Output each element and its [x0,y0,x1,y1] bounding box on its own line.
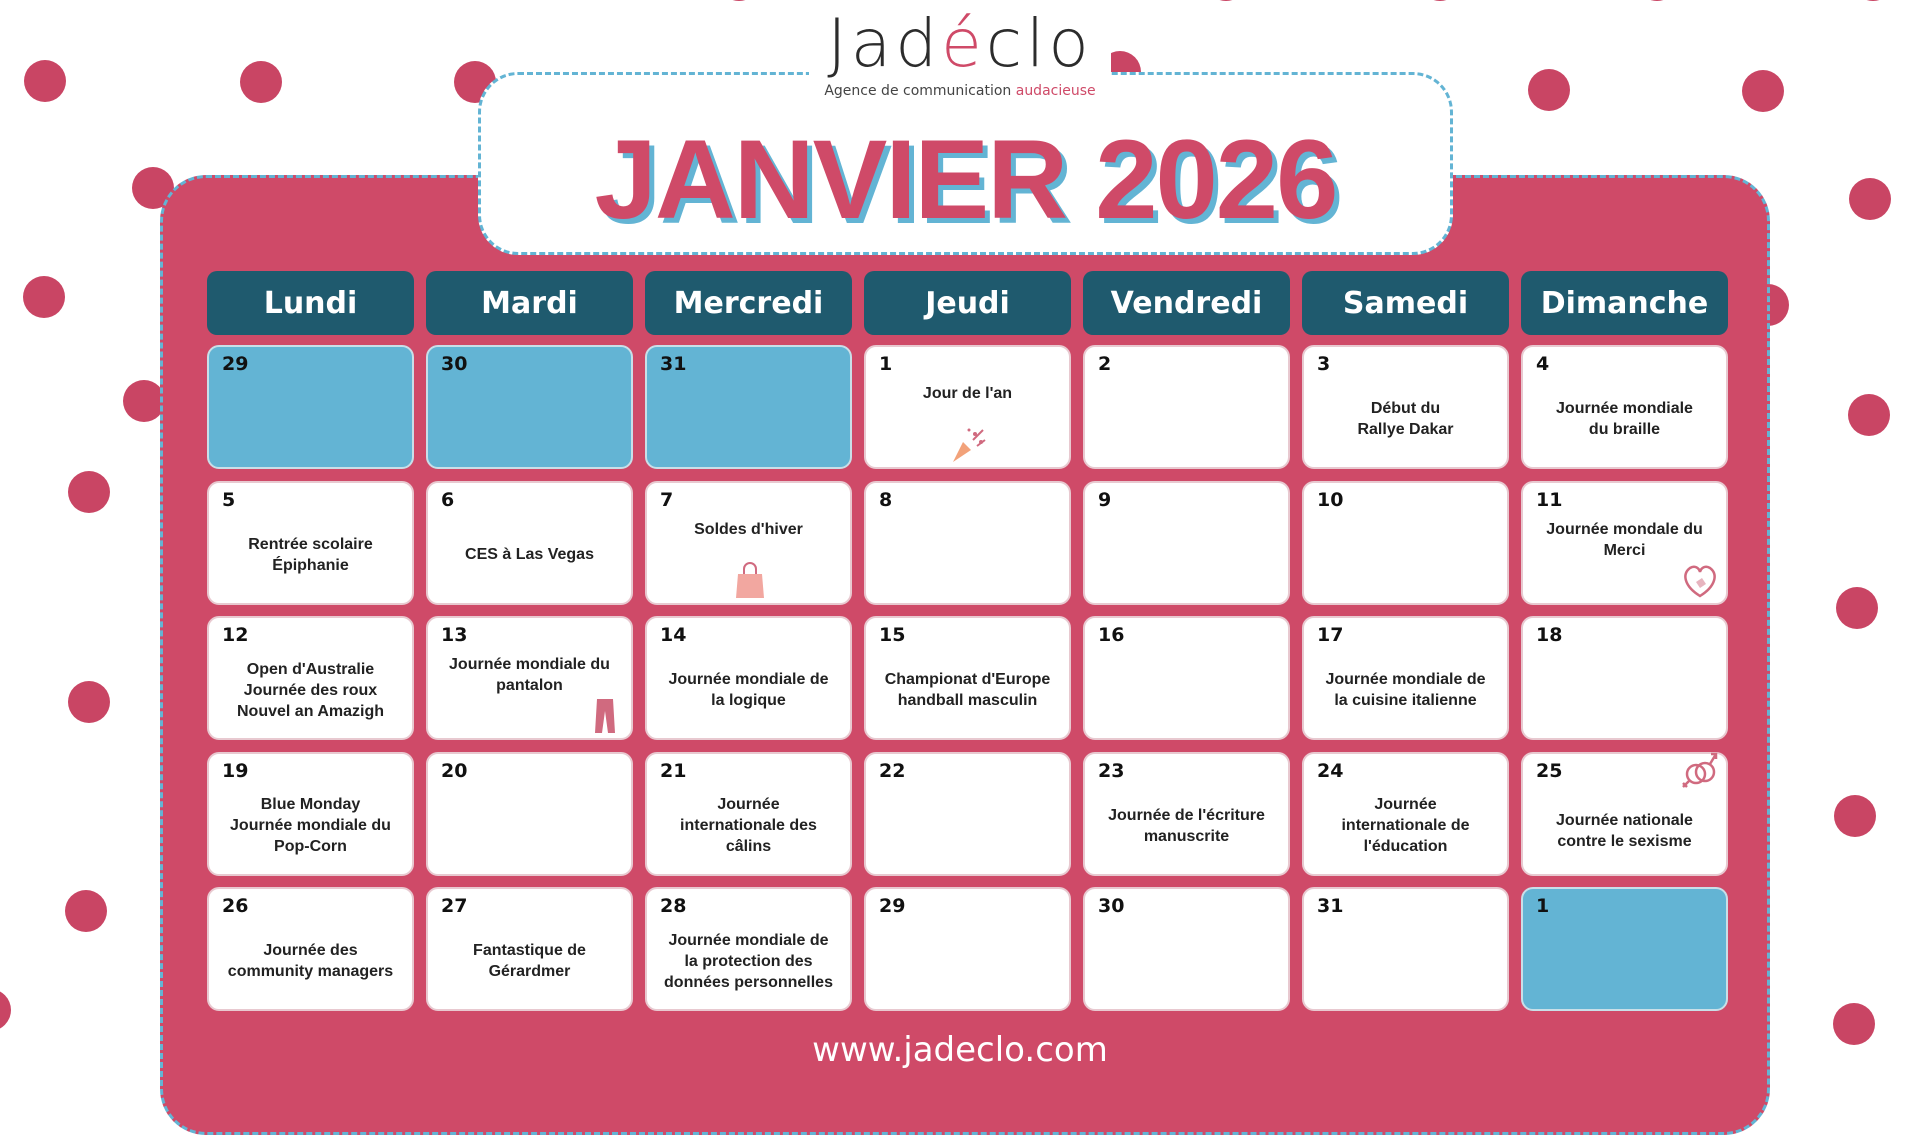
day-cell[interactable] [426,752,633,876]
dot [0,989,11,1031]
day-number: 15 [879,624,906,646]
day-cell[interactable] [645,887,852,1011]
day-number: 3 [1317,353,1331,375]
day-cell[interactable] [426,616,633,740]
dot [1834,795,1876,837]
brand-tagline: Agence de communication audacieuse [824,83,1096,99]
day-cell[interactable] [1083,752,1290,876]
event-text: Journée internationale de l'éducation [1341,796,1470,855]
event-text: Journée de l'écriture manuscrite [1108,806,1265,845]
event-text: Journée des community managers [227,942,394,980]
day-cell[interactable] [207,887,414,1011]
day-number: 30 [1098,895,1125,917]
heart-hand-icon [1680,560,1720,600]
brand-logo: Jadéclo Agence de communication audacieuse [0,6,1920,100]
dot [1852,0,1894,1]
day-number: 11 [1536,488,1563,511]
dot [1636,0,1678,1]
day-number: 19 [222,759,249,782]
day-cell[interactable] [1302,752,1509,876]
dot [1419,0,1461,1]
event-text: Championat d'Europe handball masculin [884,671,1051,709]
day-number: 30 [441,353,468,375]
day-number: 29 [222,353,249,375]
dot [23,276,65,318]
day-cell[interactable] [426,887,633,1011]
day-number: 4 [1536,353,1550,375]
day-cell[interactable] [1083,887,1290,1011]
event-text: Journée mondiale de la cuisine italienne [1325,671,1486,709]
day-cell[interactable] [645,345,852,469]
day-cell[interactable] [1521,752,1728,876]
gender-symbols-icon [1680,750,1720,790]
dot [1848,394,1890,436]
day-number: 12 [222,624,249,646]
party-popper-icon [949,424,989,464]
trousers-icon [585,695,625,735]
day-cell[interactable] [207,616,414,740]
day-number: 10 [1317,488,1344,511]
day-cell[interactable] [645,481,852,605]
day-number: 7 [660,488,674,511]
day-cell[interactable] [1302,887,1509,1011]
day-header: Dimanche [1521,271,1728,335]
event-text: Open d'Australie Journée des roux Nouvel an Amazigh [237,660,384,720]
event-text: Journée mondale du Merci [1546,520,1703,559]
day-number: 9 [1098,488,1112,511]
day-number: 6 [441,488,455,511]
event-text: Jour de l'an [922,385,1013,402]
day-number: 16 [1098,624,1125,646]
day-number: 23 [1098,759,1125,782]
day-number: 13 [441,624,468,646]
day-number: 21 [660,759,687,782]
day-cell[interactable] [426,481,633,605]
day-cell[interactable] [645,616,852,740]
day-cell[interactable] [1521,481,1728,605]
day-cell[interactable] [1521,616,1728,740]
day-number: 26 [222,895,249,917]
day-cell[interactable] [864,887,1071,1011]
event-text: Soldes d'hiver [694,520,803,538]
day-number: 8 [879,488,893,511]
day-cell[interactable] [1083,616,1290,740]
dot [68,471,110,513]
day-cell[interactable] [645,752,852,876]
day-header: Samedi [1302,271,1509,335]
event-text: Journée mondiale de la protection des données personnelles [664,931,833,991]
day-header: Jeudi [864,271,1071,335]
day-cell[interactable] [1302,481,1509,605]
day-number: 17 [1317,624,1344,646]
day-number: 27 [441,895,468,917]
day-number: 31 [1317,895,1344,917]
dot [1849,178,1891,220]
dot [68,681,110,723]
day-header: Lundi [207,271,414,335]
day-cell[interactable] [1521,345,1728,469]
day-number: 2 [1098,353,1112,375]
event-text: CES à Las Vegas [465,546,594,563]
day-number: 28 [660,895,687,917]
day-number: 25 [1536,759,1563,782]
day-cell[interactable] [1083,481,1290,605]
website-link[interactable]: www.jadeclo.com [812,1030,1108,1070]
event-text: Journée mondiale du braille [1556,400,1693,438]
day-number: 18 [1536,624,1563,646]
day-header: Mercredi [645,271,852,335]
day-cell[interactable] [1521,887,1728,1011]
dot [65,890,107,932]
day-number: 20 [441,759,468,782]
day-cell[interactable] [207,481,414,605]
dot [1205,0,1247,1]
dot [123,380,165,422]
event-text: Blue Monday Journée mondiale du Pop-Corn [230,796,391,855]
event-text: Journée mondiale de la logique [668,671,829,709]
day-cell[interactable] [1302,345,1509,469]
day-number: 22 [879,759,906,782]
day-number: 24 [1317,759,1344,782]
day-cell[interactable] [1302,616,1509,740]
day-number: 14 [660,624,687,646]
day-cell[interactable] [1083,345,1290,469]
day-header: Vendredi [1083,271,1290,335]
day-number: 1 [879,353,893,375]
day-cell[interactable] [207,752,414,876]
day-header: Mardi [426,271,633,335]
event-text: Journée nationale contre le sexisme [1556,811,1693,850]
event-text: Rentrée scolaire Épiphanie [248,535,373,574]
day-cell[interactable] [864,616,1071,740]
day-cell[interactable] [207,345,414,469]
day-cell[interactable] [864,345,1071,469]
event-text: Début du Rallye Dakar [1357,400,1454,438]
day-number: 1 [1536,895,1550,917]
day-cell[interactable] [426,345,633,469]
page-title: JANVIER 2026 [594,117,1337,242]
day-number: 31 [660,353,687,375]
dot [1836,587,1878,629]
shopping-bag-icon [730,560,770,600]
day-cell[interactable] [864,752,1071,876]
event-text: Journée internationale des câlins [680,796,817,855]
day-number: 5 [222,488,236,511]
event-text: Journée mondiale du pantalon [449,656,610,694]
event-text: Fantastique de Gérardmer [473,942,586,980]
dot [718,0,760,1]
day-cell[interactable] [864,481,1071,605]
day-number: 29 [879,895,906,917]
